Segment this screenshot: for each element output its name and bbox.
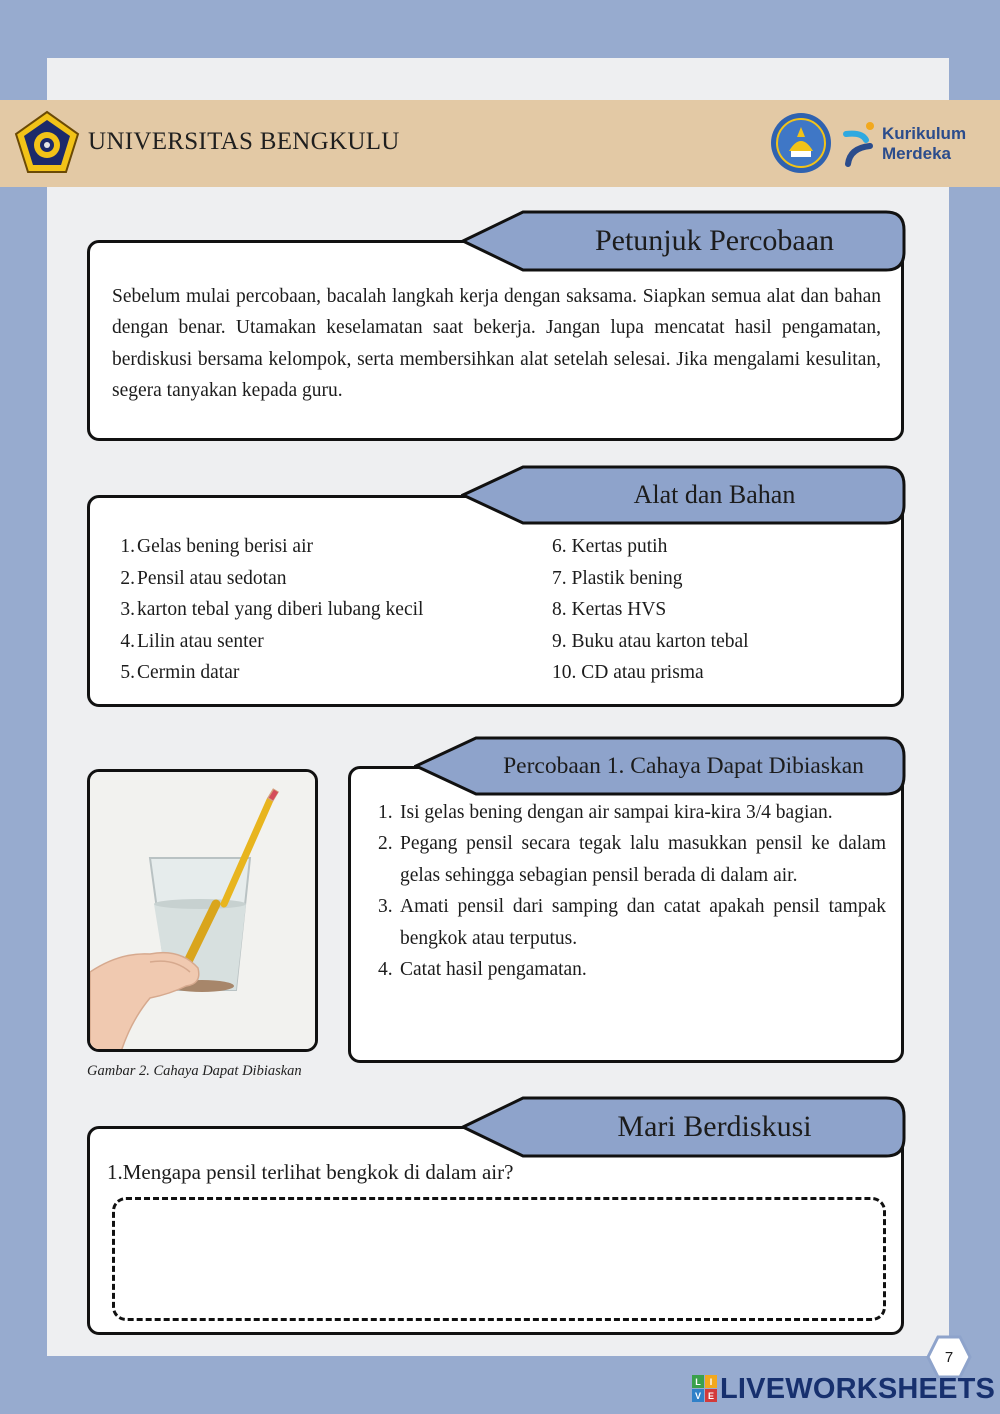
step-item — [378, 797, 886, 828]
alat-tag — [461, 465, 906, 525]
item-number: 4. — [120, 630, 135, 652]
step-number: 3. — [378, 896, 393, 918]
item-text: Buku atau karton tebal — [571, 630, 749, 652]
liveworksheets-text: LIVEWORKSHEETS — [720, 1372, 996, 1405]
list-item — [116, 531, 423, 563]
photo-caption: Gambar 2. Cahaya Dapat Dibiaskan — [87, 1063, 302, 1079]
kemendikbud-logo — [769, 111, 833, 175]
item-number: 1. — [120, 536, 135, 557]
pencil-in-glass-illustration — [90, 772, 318, 1052]
diskusi-tag — [461, 1096, 906, 1158]
step-text: Amati pensil dari samping dan catat apakah pensil tampak bengkok atau terputus. — [400, 896, 886, 949]
experiment-photo — [87, 769, 318, 1052]
item-number: 9. — [552, 630, 567, 652]
item-text: Lilin atau senter — [137, 630, 264, 652]
discussion-question — [107, 1160, 513, 1185]
petunjuk-title: Petunjuk Percobaan — [594, 224, 835, 257]
list-item — [552, 594, 749, 626]
petunjuk-text: Sebelum mulai percobaan, bacalah langkah kerja dengan saksama. Siapkan semua alat dan bahan dengan benar. Utamakan keselamatan saat bekerja. Jangan lupa mencatat hasil pengamatan, berdiskusi bersama kelompok, serta membersihkan alat setelah selesai. Jika mengalami kesulitan, segera tanyakan kepada guru. — [112, 286, 881, 402]
step-item — [378, 954, 886, 985]
list-item — [116, 657, 423, 689]
item-number: 7. — [552, 567, 567, 589]
question-text: Mengapa pensil terlihat bengkok di dalam air? — [122, 1160, 514, 1184]
list-item — [116, 594, 423, 626]
step-item — [378, 828, 886, 891]
answer-input[interactable] — [112, 1197, 886, 1321]
item-text: Gelas bening berisi air — [137, 536, 313, 557]
percobaan-tag — [414, 736, 906, 796]
list-item — [552, 626, 749, 658]
merdeka-label: Merdeka — [882, 144, 951, 163]
list-item — [116, 563, 423, 595]
svg-text:E: E — [707, 1391, 715, 1401]
petunjuk-tag — [461, 210, 906, 272]
item-text: Kertas putih — [571, 536, 668, 557]
question-number: 1. — [107, 1160, 123, 1184]
kurikulum-label: Kurikulum — [882, 124, 967, 143]
kurikulum-merdeka-text — [882, 124, 966, 164]
percobaan-steps — [378, 797, 886, 985]
liveworksheets-brand[interactable] — [692, 1372, 995, 1406]
step-number: 1. — [378, 802, 393, 823]
item-number: 3. — [120, 599, 135, 621]
step-number: 2. — [378, 833, 393, 855]
item-text: CD atau prisma — [581, 662, 704, 684]
step-text: Isi gelas bening dengan air sampai kira-kira 3/4 bagian. — [400, 802, 833, 823]
alat-title: Alat dan Bahan — [633, 480, 796, 509]
page-number: 7 — [944, 1348, 954, 1366]
step-item — [378, 891, 886, 954]
alat-list-right — [552, 531, 749, 689]
item-number: 2. — [120, 567, 135, 589]
list-item — [116, 626, 423, 658]
item-text: Cermin datar — [137, 662, 240, 684]
svg-text:I: I — [709, 1377, 713, 1387]
diskusi-title: Mari Berdiskusi — [617, 1110, 812, 1143]
alat-list-left — [116, 531, 423, 689]
svg-text:V: V — [694, 1391, 702, 1401]
step-text: Pegang pensil secara tegak lalu masukkan pensil ke dalam gelas sehingga sebagian pensil berada di dalam air. — [400, 833, 886, 886]
item-number: 5. — [120, 662, 135, 684]
item-number: 8. — [552, 599, 567, 621]
step-number: 4. — [378, 959, 393, 981]
percobaan-title: Percobaan 1. Cahaya Dapat Dibiaskan — [503, 752, 864, 779]
item-text: karton tebal yang diberi lubang kecil — [137, 599, 424, 621]
item-number: 6. — [552, 536, 567, 557]
kurikulum-merdeka-icon — [840, 120, 880, 168]
liveworksheets-icon — [692, 1374, 718, 1404]
item-text: Kertas HVS — [571, 599, 667, 621]
list-item — [552, 657, 749, 689]
list-item — [552, 531, 749, 563]
university-logo — [14, 110, 80, 176]
step-text: Catat hasil pengamatan. — [400, 959, 587, 981]
svg-text:L: L — [695, 1377, 701, 1387]
item-text: Pensil atau sedotan — [137, 567, 287, 589]
list-item — [552, 563, 749, 595]
item-number: 10. — [552, 662, 577, 684]
item-text: Plastik bening — [571, 567, 683, 589]
university-name: UNIVERSITAS BENGKULU — [88, 128, 400, 155]
